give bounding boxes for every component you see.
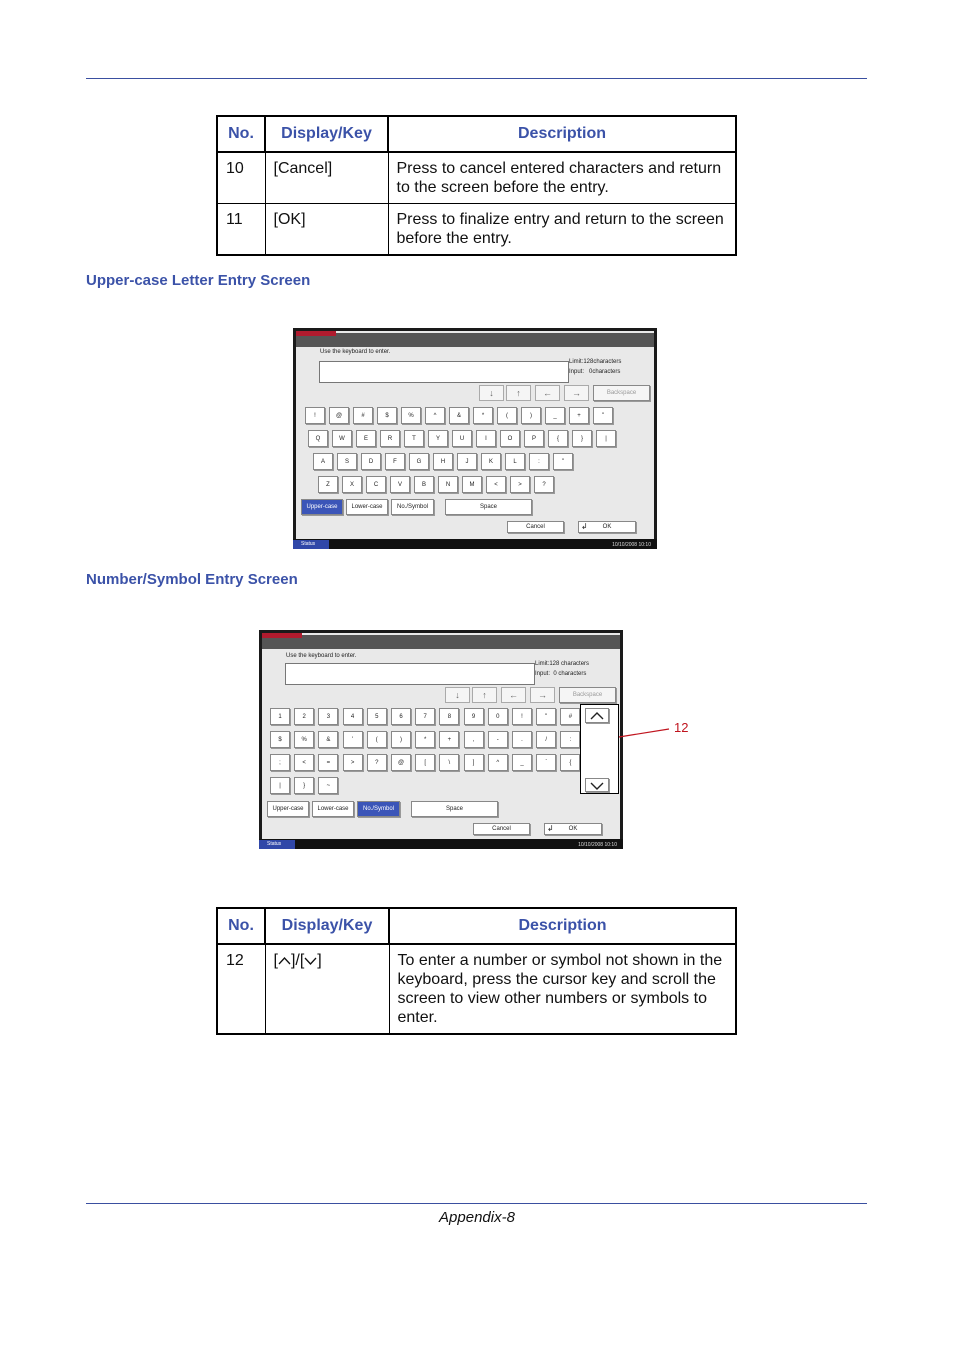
limit-label: Limit: (569, 359, 584, 365)
key-button[interactable]: / (536, 731, 556, 748)
key-button[interactable]: W (332, 430, 352, 447)
row-key: [OK] (265, 204, 388, 256)
key-button[interactable]: + (569, 407, 589, 424)
chevron-up-icon (278, 956, 291, 965)
key-button[interactable]: X (342, 476, 362, 493)
key-button[interactable]: V (390, 476, 410, 493)
lower-case-button[interactable]: Lower-case (346, 499, 388, 515)
prompt-text: Use the keyboard to enter. (286, 653, 357, 659)
key-button[interactable]: % (294, 731, 314, 748)
key-button[interactable]: \ (439, 754, 459, 771)
key-button[interactable]: ( (367, 731, 387, 748)
header-display-key: Display/Key (265, 908, 389, 944)
key-button[interactable]: ( (497, 407, 517, 424)
key-button[interactable]: 7 (415, 708, 435, 725)
ok-label: OK (568, 826, 578, 832)
key-button[interactable]: < (486, 476, 506, 493)
key-button[interactable]: 6 (391, 708, 411, 725)
key-button[interactable]: I (476, 430, 496, 447)
key-button[interactable]: ~ (318, 777, 338, 794)
key-button[interactable]: T (404, 430, 424, 447)
key-button[interactable]: + (439, 731, 459, 748)
key-button[interactable]: ] (464, 754, 484, 771)
limit-value: 128 (549, 661, 560, 667)
row-desc: Press to cancel entered characters and return to the screen before the entry. (388, 152, 736, 204)
key-button[interactable]: { (560, 754, 580, 771)
table-row (217, 152, 736, 204)
callout-line (617, 724, 671, 740)
row-desc: Press to finalize entry and return to the screen before the entry. (388, 204, 736, 256)
status-button[interactable]: Status (293, 540, 329, 549)
key-button[interactable]: ! (512, 708, 532, 725)
key-button[interactable]: } (572, 430, 592, 447)
row-no: 10 (217, 152, 265, 204)
key-button[interactable]: 3 (318, 708, 338, 725)
key-button[interactable]: Q (308, 430, 328, 447)
key-button[interactable]: & (449, 407, 469, 424)
key-button[interactable]: $ (270, 731, 290, 748)
table-row (217, 944, 736, 1034)
key-button[interactable]: * (415, 731, 435, 748)
key-button[interactable]: | (270, 777, 290, 794)
page-footer: Appendix-8 (439, 1209, 515, 1226)
no-symbol-button[interactable]: No./Symbol (391, 499, 434, 515)
key-button[interactable]: ; (270, 754, 290, 771)
cursor-right-button[interactable]: → (530, 687, 555, 703)
key-button[interactable]: $ (377, 407, 397, 424)
lower-case-button[interactable]: Lower-case (312, 801, 354, 817)
characters-label: characters (558, 671, 587, 677)
key-button[interactable]: 5 (367, 708, 387, 725)
backspace-button[interactable]: Backspace (593, 385, 650, 401)
key-button[interactable]: . (512, 731, 532, 748)
key-button[interactable]: G (409, 453, 429, 470)
key-button[interactable]: : (529, 453, 549, 470)
key-button[interactable]: ` (536, 754, 556, 771)
red-tab (262, 633, 302, 638)
key-button[interactable]: > (343, 754, 363, 771)
header-description: Description (389, 908, 736, 944)
key-button[interactable]: > (510, 476, 530, 493)
key-button[interactable]: Z (318, 476, 338, 493)
key-button[interactable]: 8 (439, 708, 459, 725)
key-button[interactable]: ^ (488, 754, 508, 771)
key-button[interactable]: < (294, 754, 314, 771)
cancel-button[interactable]: Cancel (473, 823, 530, 835)
key-button[interactable]: # (560, 708, 580, 725)
limit-label: Limit: (535, 661, 550, 667)
key-button[interactable]: 0 (488, 708, 508, 725)
key-button[interactable]: 4 (343, 708, 363, 725)
key-button[interactable]: A (313, 453, 333, 470)
key-button[interactable]: Y (428, 430, 448, 447)
key-description-table-1 (216, 115, 737, 256)
key-button[interactable]: B (414, 476, 434, 493)
key-button[interactable]: O (500, 430, 520, 447)
table-row (217, 204, 736, 256)
key-button[interactable]: E (356, 430, 376, 447)
callout-label-12: 12 (674, 720, 689, 735)
space-button[interactable]: Space (411, 801, 498, 817)
row-no: 12 (217, 944, 265, 1034)
key-button[interactable]: ) (521, 407, 541, 424)
key-button[interactable]: H (433, 453, 453, 470)
key-button[interactable]: D (361, 453, 381, 470)
key-button[interactable]: ? (367, 754, 387, 771)
section-title-upper: Upper-case Letter Entry Screen (86, 272, 311, 289)
chevron-down-icon (304, 956, 317, 965)
input-label: Input: (569, 369, 585, 375)
key-bracket-open: [ (273, 952, 278, 969)
cursor-left-button[interactable]: ← (501, 687, 526, 703)
clock: 10/10/2008 10:10 (612, 542, 651, 548)
key-button[interactable]: R (380, 430, 400, 447)
red-tab (296, 331, 336, 336)
key-button[interactable]: , (464, 731, 484, 748)
key-button[interactable]: = (318, 754, 338, 771)
upper-case-button[interactable]: Upper-case (267, 801, 309, 817)
key-button[interactable]: S (337, 453, 357, 470)
input-label: Input: (535, 671, 551, 677)
scroll-down-button[interactable] (585, 778, 609, 792)
row-key: [Cancel] (265, 152, 388, 204)
key-button[interactable]: @ (329, 407, 349, 424)
key-button[interactable]: L (505, 453, 525, 470)
key-button[interactable]: C (366, 476, 386, 493)
cursor-down-button[interactable]: ↓ (445, 687, 470, 703)
input-value: 0 (553, 671, 557, 677)
row-key (265, 944, 389, 1034)
key-button[interactable]: K (481, 453, 501, 470)
cancel-button[interactable]: Cancel (507, 521, 564, 533)
key-button[interactable]: & (318, 731, 338, 748)
cursor-left-button[interactable]: ← (535, 385, 560, 401)
key-button[interactable]: ! (305, 407, 325, 424)
key-description-table-2 (216, 907, 737, 1035)
ok-label: OK (602, 524, 612, 530)
key-button[interactable]: N (438, 476, 458, 493)
cursor-down-button[interactable]: ↓ (479, 385, 504, 401)
key-button[interactable]: M (462, 476, 482, 493)
key-button[interactable]: # (353, 407, 373, 424)
header-no: No. (217, 116, 265, 152)
key-button[interactable]: J (457, 453, 477, 470)
input-value: 0 (589, 369, 593, 375)
header-no: No. (217, 908, 265, 944)
header-description: Description (388, 116, 736, 152)
row-no: 11 (217, 204, 265, 256)
clock: 10/10/2008 10:10 (578, 842, 617, 848)
characters-label: characters (561, 661, 590, 667)
key-button[interactable]: P (524, 430, 544, 447)
key-button[interactable]: ? (534, 476, 554, 493)
key-bracket-close: ] (317, 952, 322, 969)
ok-button[interactable] (578, 521, 636, 533)
top-rule (86, 78, 867, 79)
key-button[interactable]: % (401, 407, 421, 424)
key-button[interactable]: : (560, 731, 580, 748)
key-button[interactable]: [ (415, 754, 435, 771)
cursor-up-button[interactable]: ↑ (472, 687, 497, 703)
key-button[interactable]: " (593, 407, 613, 424)
upper-case-button[interactable]: Upper-case (301, 499, 343, 515)
key-button[interactable]: 1 (270, 708, 290, 725)
key-button[interactable]: } (294, 777, 314, 794)
ok-button[interactable] (544, 823, 602, 835)
cursor-up-button[interactable]: ↑ (506, 385, 531, 401)
status-bar (259, 839, 623, 849)
text-entry-field[interactable] (319, 361, 569, 383)
key-button[interactable]: * (473, 407, 493, 424)
upper-case-screen (293, 328, 657, 549)
backspace-button[interactable]: Backspace (559, 687, 616, 703)
key-button[interactable]: _ (545, 407, 565, 424)
key-button[interactable]: " (536, 708, 556, 725)
enter-icon: ↲ (547, 824, 554, 833)
enter-icon: ↲ (581, 522, 588, 531)
limit-value: 128 (583, 359, 594, 365)
key-button[interactable]: | (596, 430, 616, 447)
characters-label: characters (592, 369, 621, 375)
key-button[interactable]: ' (343, 731, 363, 748)
key-button[interactable]: 2 (294, 708, 314, 725)
key-button[interactable]: " (553, 453, 573, 470)
row-desc: To enter a number or symbol not shown in the keyboard, press the cursor key and scroll the screen to view other numbers or symbols to enter. (389, 944, 736, 1034)
chevron-up-icon (590, 712, 604, 720)
characters-label: characters (593, 359, 622, 365)
key-button[interactable]: @ (391, 754, 411, 771)
section-title-number: Number/Symbol Entry Screen (86, 571, 298, 588)
scroll-up-button[interactable] (585, 708, 609, 723)
space-button[interactable]: Space (445, 499, 532, 515)
header-display-key: Display/Key (265, 116, 388, 152)
key-button[interactable]: - (488, 731, 508, 748)
key-button[interactable]: ^ (425, 407, 445, 424)
key-button[interactable]: 9 (464, 708, 484, 725)
key-button[interactable]: F (385, 453, 405, 470)
key-button[interactable]: _ (512, 754, 532, 771)
key-button[interactable]: ) (391, 731, 411, 748)
number-symbol-screen (259, 630, 623, 849)
key-button[interactable]: { (548, 430, 568, 447)
chevron-down-icon (590, 782, 604, 790)
no-symbol-button[interactable]: No./Symbol (357, 801, 400, 817)
key-separator: ]/[ (290, 952, 305, 969)
key-button[interactable]: U (452, 430, 472, 447)
cursor-right-button[interactable]: → (564, 385, 589, 401)
prompt-text: Use the keyboard to enter. (320, 349, 391, 355)
bottom-rule (86, 1203, 867, 1204)
status-button[interactable]: Status (259, 840, 295, 849)
status-bar (293, 539, 657, 549)
text-entry-field[interactable] (285, 663, 535, 685)
